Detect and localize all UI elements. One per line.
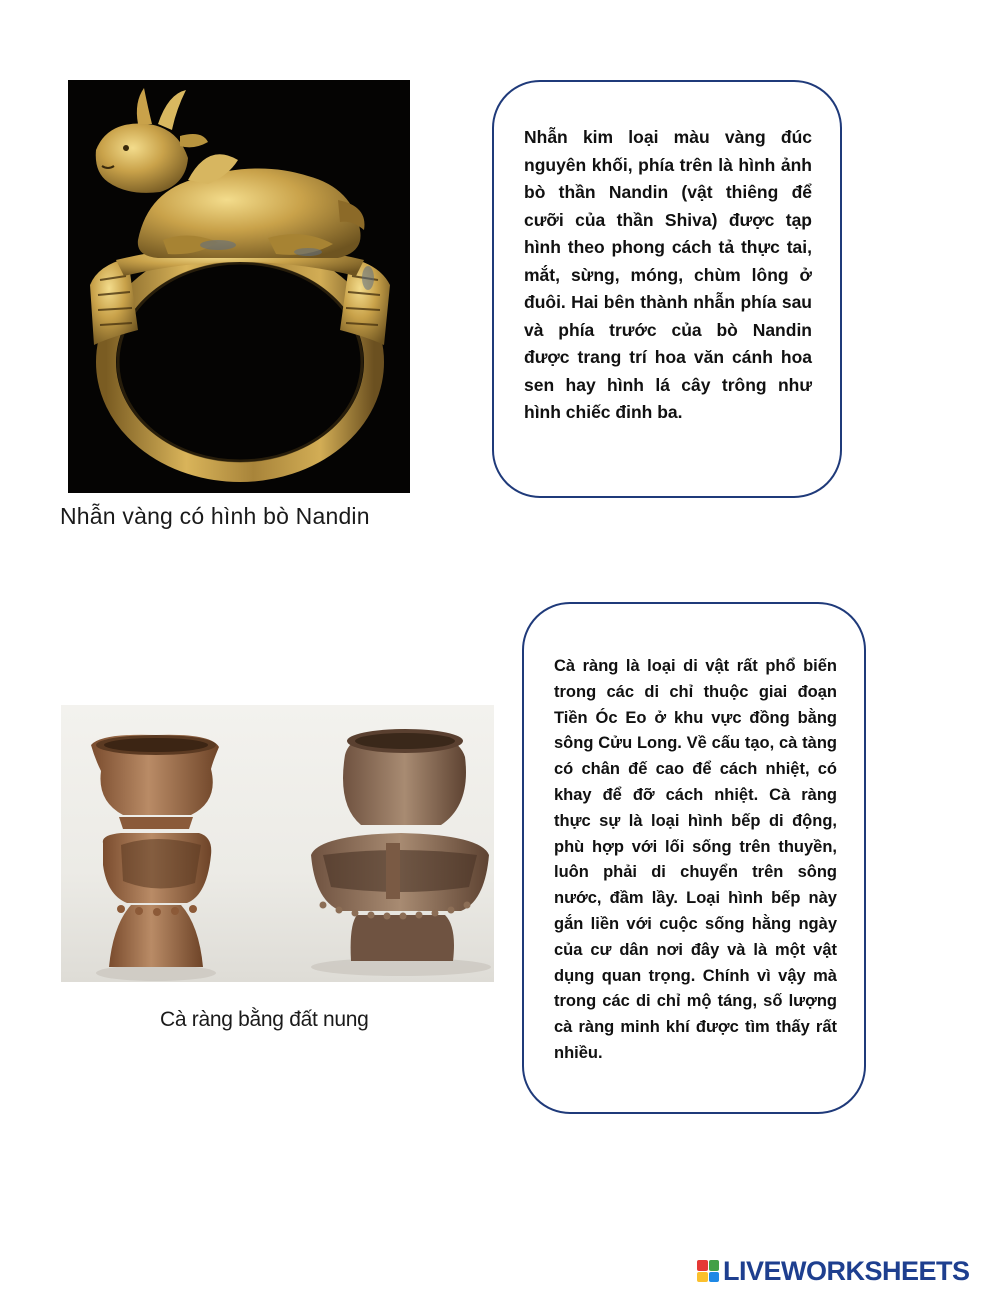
liveworksheets-mark-icon [697, 1260, 719, 1282]
liveworksheets-wordmark: LIVEWORKSHEETS [723, 1255, 970, 1286]
ring-description-text: Nhẫn kim loại màu vàng đúc nguyên khối, phía trên là hình ảnh bò thần Nandin (vật thiêng để cưỡi của thần Shiva) được tạp hình theo phong cách tả thực tai, mắt, sừng, móng, chùm lông ở đuôi. Hai bên thành nhẫn phía sau và phía trước của bò Nandin được trang trí hoa văn cánh hoa sen hay hình lá cây trông như hình chiếc đinh ba. [524, 127, 812, 422]
ca-rang-description-box [522, 602, 866, 1114]
ring-description-box [492, 80, 842, 498]
ca-rang-description-text: Cà ràng là loại di vật rất phổ biến trong các di chỉ thuộc giai đoạn Tiền Óc Eo ở khu vực đồng bằng sông Cửu Long. Về cấu tạo, cà tàng có chân đế cao để cách nhiệt, có khay để đỡ cách nhiệt. Cà ràng thực sự là loại hình bếp di động, phù hợp với lối sống trên thuyền, luôn phải di chuyển trên sông nước, đầm lầy. Loại hình bếp này gắn liền với cuộc sống hằng ngày của cư dân nơi đây và là một vật dụng quan trọng. Chính vì vậy mà trong các di chỉ mộ táng, số lượng cà ràng minh khí được tìm thấy rất nhiều. [554, 657, 837, 1062]
gold-ring-photo [68, 80, 410, 493]
ca-rang-photo [61, 705, 494, 982]
ring-caption: Nhẫn vàng có hình bò Nandin [60, 503, 370, 529]
liveworksheets-logo [697, 1256, 970, 1286]
ca-rang-caption: Cà ràng bằng đất nung [160, 1008, 369, 1031]
